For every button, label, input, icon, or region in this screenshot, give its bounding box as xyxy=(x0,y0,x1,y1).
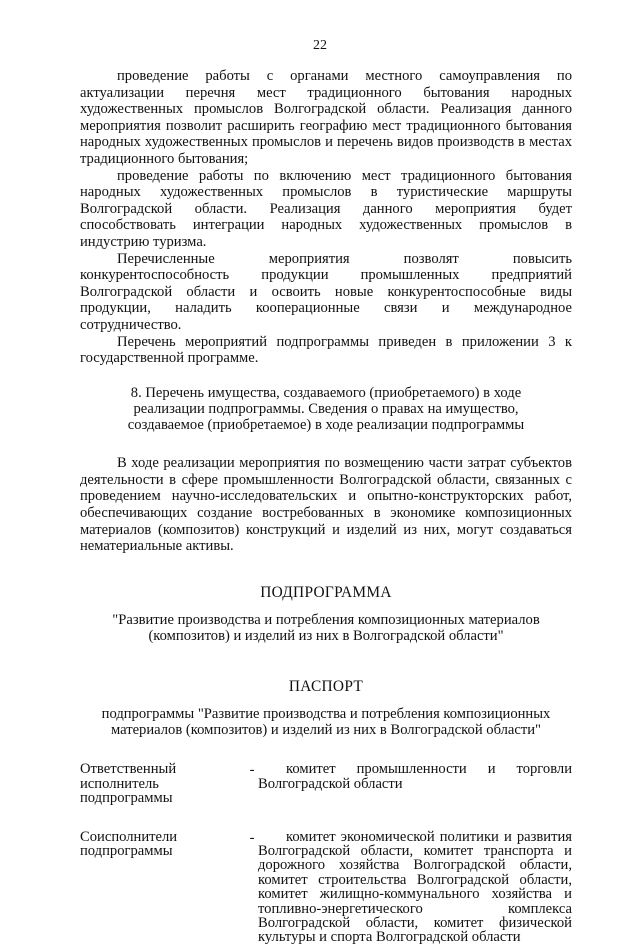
page-number: 22 xyxy=(313,38,327,53)
subprogram-name: "Развитие производства и потребления композиционных материалов (композитов) и изделий из них в Волгоградской области" xyxy=(112,612,540,645)
paragraph-tourism-routes: проведение работы по включению мест традиционного бытования народных художественных промыслов в туристические маршруты Волгоградской области. Реализация данного мероприятия будет способствовать интеграции народных художественных промыслов в индустрию туризма. xyxy=(80,167,572,250)
passport-row-dash: - xyxy=(249,829,255,846)
passport-row-value: комитет промышленности и торговли Волгоградской области xyxy=(258,761,572,792)
paragraph-competitiveness: Перечисленные мероприятия позволят повысить конкурентоспособность продукции промышленных предприятий Волгоградской области и освоить новые конкурентоспособные виды продукции, наладить кооперационные связи и международное сотрудничество. xyxy=(80,250,572,333)
passport-row-label: Ответственный исполнитель подпрограммы xyxy=(80,761,177,807)
passport-row-coexecutors xyxy=(80,830,572,945)
passport-row-value: комитет экономической политики и развития Волгоградской области, комитет транспорта и дорожного хозяйства Волгоградской области, комитет строительства Волгоградской области, комитет жилищно-коммунального хозяйства и топливно-энергетического комплекса Волгоградской области, комитет физической культуры и спорта Волгоградской области xyxy=(258,828,572,945)
section-8-paragraph: В ходе реализации мероприятия по возмещению части затрат субъектов деятельности в сфере промышленности Волгоградской области, связанных с проведением научно-исследовательских и опытно-конструкторских работ, обеспечивающих создание востребованных в экономике композиционных материалов (композитов) конструкций и изделий из них, могут создаваться нематериальные активы. xyxy=(80,455,572,555)
passport-name: подпрограммы "Развитие производства и потребления композиционных материалов (композитов) и изделий из них в Волгоградской области" xyxy=(101,706,551,738)
passport-heading: ПАСПОРТ xyxy=(288,677,364,695)
passport-row-responsible xyxy=(80,762,572,805)
document-body xyxy=(80,68,572,945)
section-8-title: 8. Перечень имущества, создаваемого (приобретаемого) в ходе реализации подпрограммы. Сведения о правах на имущество, создаваемое (приобретаемое) в ходе реализации подпрограммы xyxy=(127,384,525,434)
passport-row-dash: - xyxy=(249,762,255,779)
paragraph-local-authorities: проведение работы с органами местного самоуправления по актуализации перечня мест традиционного бытования народных художественных промыслов Волгоградской области. Реализация данного мероприятия позволит расширить географию мест традиционного бытования народных художественных промыслов и перечень видов производств в местах традиционного бытования; xyxy=(80,68,572,167)
subprogram-heading: ПОДПРОГРАММА xyxy=(260,583,392,601)
passport-row-label: Соисполнители подпрограммы xyxy=(80,828,178,860)
paragraph-activities-list: Перечень мероприятий подпрограммы приведен в приложении 3 к государственной программе. xyxy=(80,333,572,367)
